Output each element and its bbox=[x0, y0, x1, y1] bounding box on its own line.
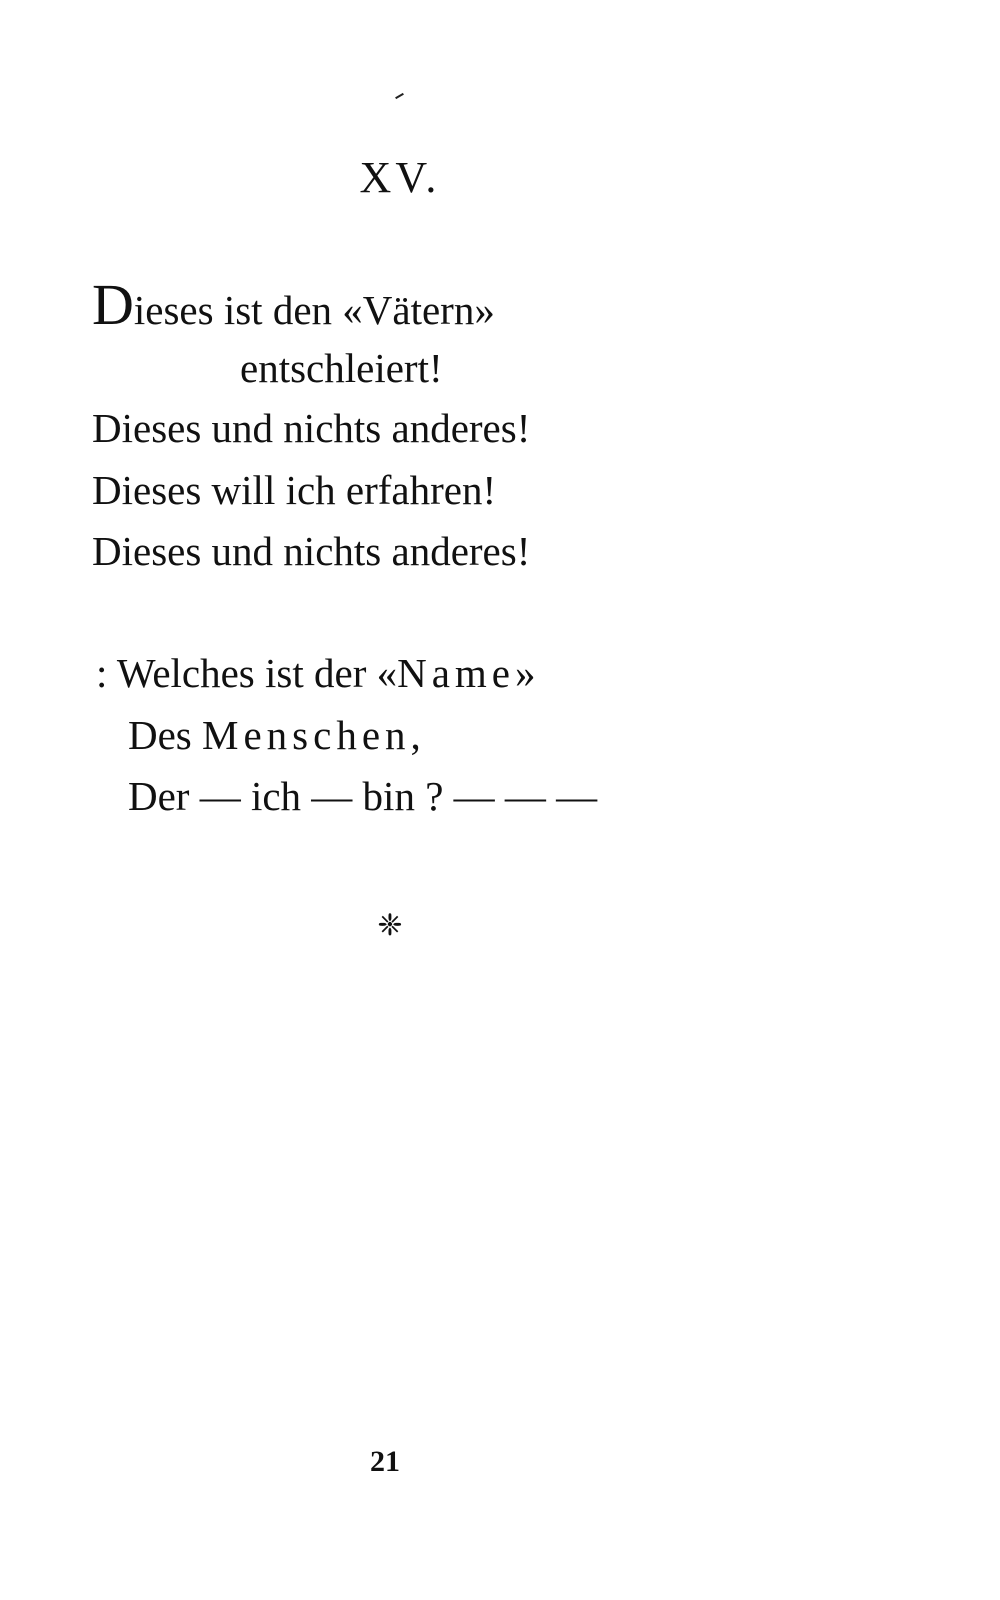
poem-line: Dieses und nichts anderes! bbox=[92, 528, 531, 574]
poem-line-text: » bbox=[515, 650, 536, 696]
poem-line: entschleiert! bbox=[240, 345, 443, 391]
poem-line-text: : Welches ist der « bbox=[96, 650, 398, 696]
spaced-word: Name bbox=[397, 650, 515, 696]
spaced-word: Menschen bbox=[202, 712, 411, 758]
page-number: 21 bbox=[370, 1445, 400, 1478]
asterism-ornament-icon: ❈ bbox=[377, 908, 403, 943]
poem-line bbox=[92, 272, 495, 337]
section-heading: XV. bbox=[359, 153, 441, 202]
poem-line-text: ieses ist den «Vätern» bbox=[133, 287, 495, 333]
poem-line bbox=[128, 712, 421, 758]
poem-line: Dieses und nichts anderes! bbox=[92, 405, 531, 451]
poem-line-text: , bbox=[410, 712, 421, 758]
poem-line: Der — ich — bin ? — — — bbox=[128, 773, 598, 819]
poem-line bbox=[96, 650, 536, 696]
drop-cap: D bbox=[92, 272, 134, 337]
poem-line: Dieses will ich erfahren! bbox=[92, 467, 497, 513]
ink-speck bbox=[395, 93, 404, 99]
poem-line-text: Des bbox=[128, 712, 203, 758]
